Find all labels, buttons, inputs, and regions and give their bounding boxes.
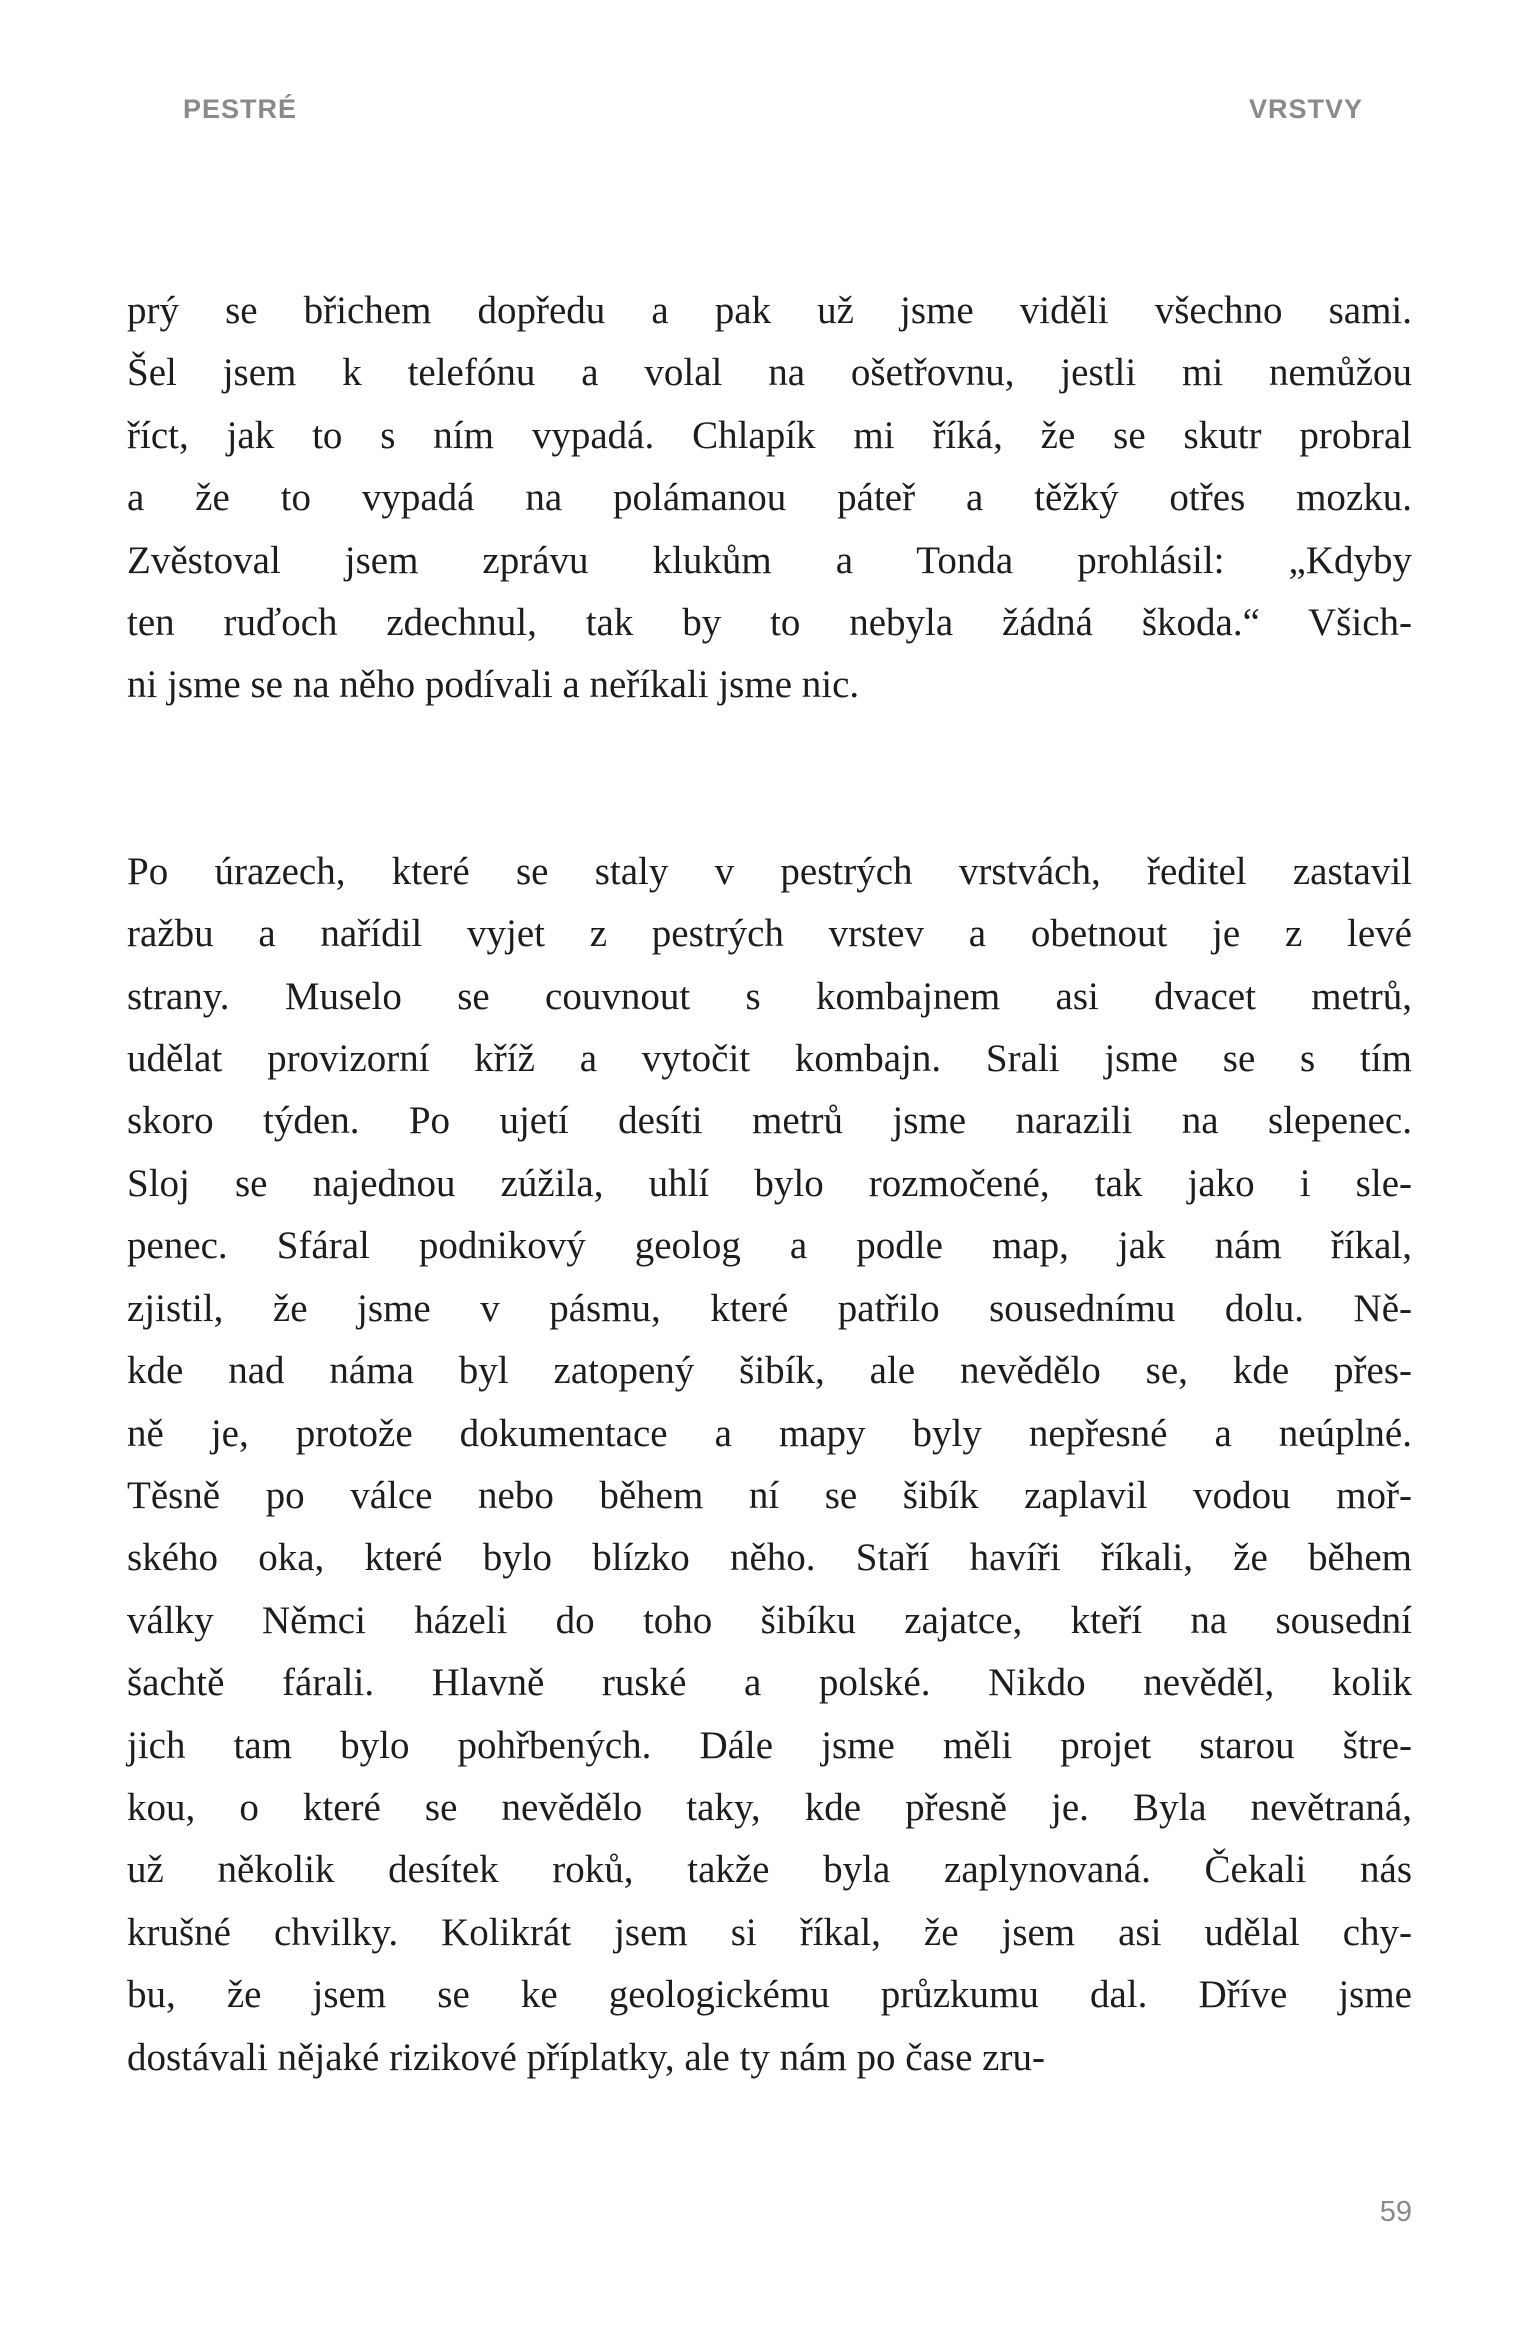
running-header-left: PESTRÉ <box>183 94 298 124</box>
text-line: skoro týden. Po ujetí desíti metrů jsme narazili na slepenec. <box>127 1099 1412 1143</box>
text-line: ně je, protože dokumentace a mapy byly nepřesné a neúplné. <box>127 1411 1412 1455</box>
text-line: ten ruďoch zdechnul, tak by to nebyla žádná škoda.“ Všich- <box>127 601 1412 645</box>
paragraph <box>127 280 1412 717</box>
text-line: jich tam bylo pohřbených. Dále jsme měli projet starou štre- <box>127 1723 1412 1767</box>
text-line: Těsně po válce nebo během ní se šibík zaplavil vodou moř- <box>127 1473 1412 1517</box>
body-text <box>127 280 1412 2089</box>
text-line: strany. Muselo se couvnout s kombajnem asi dvacet metrů, <box>127 974 1412 1018</box>
text-line: ražbu a nařídil vyjet z pestrých vrstev a obetnout je z levé <box>127 912 1412 956</box>
text-line: krušné chvilky. Kolikrát jsem si říkal, že jsem asi udělal chy- <box>127 1910 1412 1954</box>
text-line: Zvěstoval jsem zprávu klukům a Tonda prohlásil: „Kdyby <box>127 538 1412 582</box>
paragraph <box>127 841 1412 2089</box>
text-line: kou, o které se nevědělo taky, kde přesně je. Byla nevětraná, <box>127 1785 1412 1829</box>
text-line: udělat provizorní kříž a vytočit kombajn. Srali jsme se s tím <box>127 1037 1412 1081</box>
page-number: 59 <box>1379 2196 1412 2228</box>
text-line: Šel jsem k telefónu a volal na ošetřovnu, jestli mi nemůžou <box>127 351 1412 395</box>
text-line: Sloj se najednou zúžila, uhlí bylo rozmočené, tak jako i sle- <box>127 1161 1412 1205</box>
text-line: penec. Sfáral podnikový geolog a podle map, jak nám říkal, <box>127 1224 1412 1268</box>
text-line: říct, jak to s ním vypadá. Chlapík mi říká, že se skutr probral <box>127 413 1412 457</box>
text-line: zjistil, že jsme v pásmu, které patřilo sousednímu dolu. Ně- <box>127 1286 1412 1330</box>
running-header-right: VRSTVY <box>1248 94 1363 124</box>
text-line: bu, že jsem se ke geologickému průzkumu dal. Dříve jsme <box>127 1973 1412 2017</box>
text-line: Po úrazech, které se staly v pestrých vrstvách, ředitel zastavil <box>127 849 1412 893</box>
text-line: dostávali nějaké rizikové příplatky, ale ty nám po čase zru- <box>127 2035 1045 2079</box>
text-line: šachtě fárali. Hlavně ruské a polské. Nikdo nevěděl, kolik <box>127 1661 1412 1705</box>
text-line: ni jsme se na něho podívali a neříkali jsme nic. <box>127 663 860 707</box>
text-line: a že to vypadá na polámanou páteř a těžký otřes mozku. <box>127 476 1412 520</box>
text-line: prý se břichem dopředu a pak už jsme viděli všechno sami. <box>127 289 1412 332</box>
text-line: už několik desítek roků, takže byla zaplynovaná. Čekali nás <box>127 1848 1412 1892</box>
text-line: války Němci házeli do toho šibíku zajatce, kteří na sousední <box>127 1598 1412 1642</box>
running-header <box>183 96 1363 123</box>
text-line: kde nad náma byl zatopený šibík, ale nevědělo se, kde přes- <box>127 1349 1412 1393</box>
text-line: ského oka, které bylo blízko něho. Staří havíři říkali, že během <box>127 1536 1412 1580</box>
